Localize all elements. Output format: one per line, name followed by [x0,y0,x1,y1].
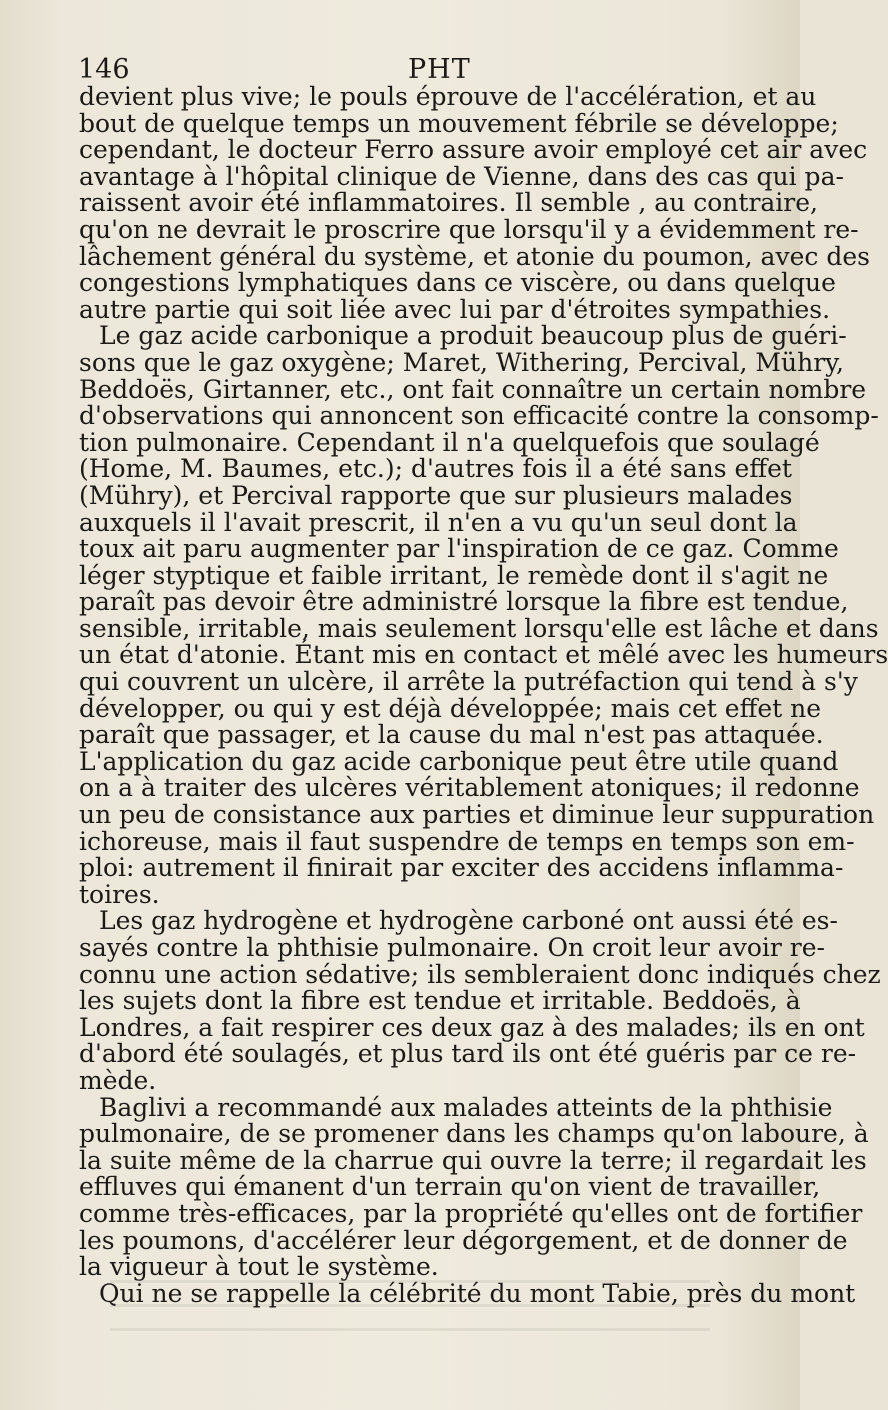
page-number: 146 [78,54,130,85]
paragraph [79,906,881,1095]
text-line: mède. [79,1065,157,1095]
text-line: cependant, le docteur Ferro assure avoir employé cet air avec [79,135,868,165]
text-line: Le gaz acide carbonique a produit beaucoup plus de guéri- [99,321,847,351]
text-line: qu'on ne devrait le proscrire que lorsqu'il y a évidemment re- [79,214,859,244]
show-through-bleed [110,1280,710,1340]
text-line: sayés contre la phthisie pulmonaire. On croit leur avoir re- [79,933,825,962]
text-line: sensible, irritable, mais seulement lorsqu'elle est lâche et dans [79,613,879,643]
text-line: effluves qui émanent d'un terrain qu'on vient de travailler, [79,1172,821,1202]
running-head: PHT [408,54,471,85]
text-line: les sujets dont la fibre est tendue et irritable. Beddoës, à [79,986,801,1016]
text-line: développer, ou qui y est déjà développée; mais cet effet ne [79,693,822,723]
text-line: L'application du gaz acide carbonique peut être utile quand [79,746,839,776]
text-line: un état d'atonie. Étant mis en contact et mêlé avec les humeurs [79,640,888,670]
text-line: toux ait paru augmenter par l'inspiration de ce gaz. Comme [79,534,839,564]
text-line: lâchement général du système, et atonie du poumon, avec des [79,241,870,271]
text-line: ichoreuse, mais il faut suspendre de temps en temps son em- [79,826,855,856]
text-line: Qui ne se rappelle la célébrité du mont Tabie, près du mont [99,1278,856,1308]
text-line: (Mühry), et Percival rapporte que sur plusieurs malades [79,480,793,510]
text-line: bout de quelque temps un mouvement fébrile se développe; [79,108,839,138]
text-line: les poumons, d'accélérer leur dégorgement, et de donner de [79,1225,848,1255]
text-line: la vigueur à tout le système. [79,1252,439,1282]
text-line: devient plus vive; le pouls éprouve de l'accélération, et au [79,82,817,111]
text-line: (Home, M. Baumes, etc.); d'autres fois il a été sans effet [79,454,792,484]
text-line: qui couvrent un ulcère, il arrête la putréfaction qui tend à s'y [79,667,858,697]
text-line: Londres, a fait respirer ces deux gaz à des malades; ils en ont [79,1012,865,1042]
text-line: paraît que passager, et la cause du mal n'est pas attaquée. [79,720,824,750]
text-line: d'abord été soulagés, et plus tard ils ont été guéris par ce re- [79,1039,857,1069]
text-line: auxquels il l'avait prescrit, il n'en a vu qu'un seul dont la [79,507,798,537]
text-line: Beddoës, Girtanner, etc., ont fait connaître un certain nombre [79,374,867,404]
text-line: un peu de consistance aux parties et diminue leur suppuration [79,800,875,830]
text-line: ploi: autrement il finirait par exciter des accidens inflamma- [79,853,844,883]
body-text [79,82,888,1308]
paragraph [79,321,888,909]
text-line: tion pulmonaire. Cependant il n'a quelquefois que soulagé [79,427,820,457]
paragraph [79,1092,869,1282]
text-line: paraît pas devoir être administré lorsque la fibre est tendue, [79,587,849,617]
text-line: la suite même de la charrue qui ouvre la terre; il regardait les [79,1145,867,1175]
text-line: raissent avoir été inflammatoires. Il semble , au contraire, [79,188,818,218]
text-line: sons que le gaz oxygène; Maret, Withering, Percival, Mühry, [79,347,844,377]
text-line: connu une action sédative; ils sembleraient donc indiqués chez [79,959,881,989]
paragraph [79,82,870,324]
text-line: avantage à l'hôpital clinique de Vienne, dans des cas qui pa- [79,161,844,191]
text-line: Les gaz hydrogène et hydrogène carboné ont aussi été es- [99,906,838,936]
text-line: toires. [79,879,160,909]
text-line: comme très-efficaces, par la propriété qu'elles ont de fortifier [79,1198,863,1228]
text-line: congestions lymphatiques dans ce viscère, ou dans quelque [79,268,836,298]
text-line: autre partie qui soit liée avec lui par d'étroites sympathies. [79,294,831,324]
text-line: on a à traiter des ulcères véritablement atoniques; il redonne [79,773,860,803]
text-line: pulmonaire, de se promener dans les champs qu'on laboure, à [79,1119,869,1149]
text-line: Baglivi a recommandé aux malades atteints de la phthisie [99,1092,833,1122]
text-line: d'observations qui annoncent son efficacité contre la consomp- [79,401,879,431]
text-line: léger styptique et faible irritant, le remède dont il s'agit ne [79,560,829,590]
